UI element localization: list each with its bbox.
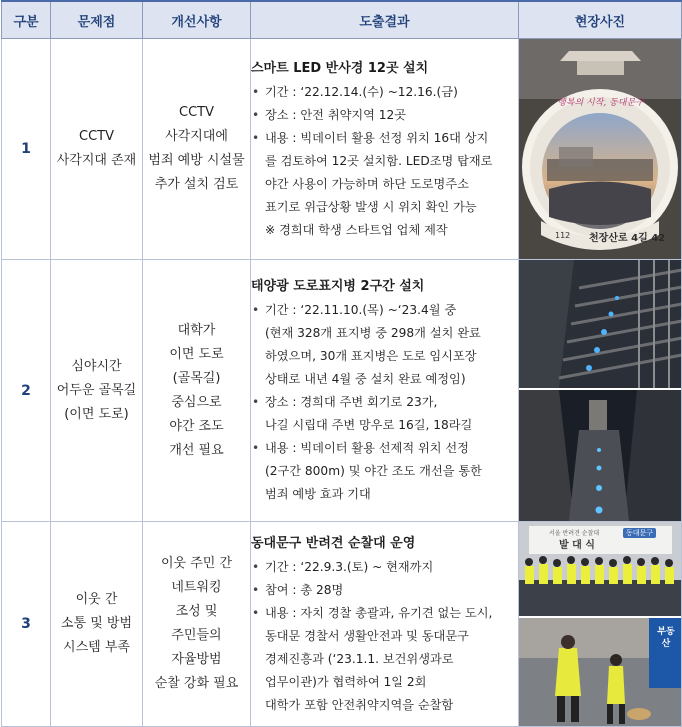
ceremony-illustration — [519, 522, 681, 616]
patrol-ceremony-photo — [519, 522, 681, 616]
list-item — [251, 391, 518, 437]
list-item — [251, 127, 518, 242]
item-text: 표기로 위급상황 발생 시 위치 확인 가능 — [265, 199, 477, 214]
list-item — [251, 104, 518, 127]
item-text: 업무이관)가 협력하여 1일 2회 — [265, 674, 427, 689]
header-row — [2, 1, 682, 39]
item-text: ※ 경희대 학생 스타트업 업체 제작 — [265, 222, 448, 237]
photo-cell — [519, 260, 682, 522]
item-text: 하였으며, 30개 표지병은 도로 임시포장 — [265, 349, 477, 363]
improvement-line: 자율방범 — [171, 652, 222, 667]
item-text: (2구간 800m) 및 야간 조도 개선을 통한 — [265, 464, 482, 478]
photo-cell — [519, 39, 682, 260]
improvement-line: 추가 설치 검토 — [154, 177, 239, 192]
result-list — [251, 556, 518, 717]
improvement-line: 야간 조도 — [169, 418, 224, 434]
improvement-line: 이면 도로 — [169, 346, 224, 362]
table-row — [2, 260, 682, 522]
item-text: • 내용 : 자치 경찰 총괄과, 유기견 없는 도시, — [265, 605, 493, 620]
stairs-illustration — [519, 260, 681, 388]
result-title: 태양광 도로표지병 2구간 설치 — [251, 279, 425, 294]
list-item — [251, 556, 518, 579]
result-list — [251, 81, 518, 242]
list-item — [251, 579, 518, 602]
result-title: 동대문구 반려견 순찰대 운영 — [251, 535, 416, 551]
item-text: (현재 328개 표지병 중 298개 설치 완료 — [265, 326, 481, 340]
improvement-line: 사각지대에 — [165, 129, 228, 144]
problem-cell — [51, 260, 143, 522]
improvement-line: (골목길) — [172, 370, 221, 386]
improvement-line: 조성 및 — [175, 604, 218, 619]
stairs-photo — [519, 260, 681, 388]
item-text: 경제진흥과 (‘23.1.1. 보건위생과로 — [265, 651, 454, 666]
banner-line1: 서울 반려견 순찰대 — [549, 530, 600, 537]
improvement-line: 중심으로 — [171, 394, 222, 410]
row-number: 2 — [2, 260, 51, 522]
problem-line: (이면 도로) — [64, 406, 129, 422]
item-text: 를 검토하여 12곳 설치함. LED조명 탑재로 — [265, 153, 493, 168]
improvement-line: 개선 필요 — [169, 442, 224, 458]
item-text: • 장소 : 안전 취약지역 12곳 — [265, 107, 407, 122]
result-cell — [251, 260, 519, 522]
improvement-line: 범죄 예방 시설물 — [148, 153, 245, 168]
problem-line: 이웃 간 — [75, 592, 118, 607]
mirror-illustration — [519, 39, 681, 259]
problem-cell — [51, 522, 143, 727]
header-problem: 문제점 — [51, 1, 143, 39]
item-text: 동대문 경찰서 생활안전과 및 동대문구 — [265, 628, 469, 643]
improvement-cell — [143, 522, 251, 727]
item-text: • 참여 : 총 28명 — [265, 582, 344, 597]
result-cell — [251, 522, 519, 727]
report-table — [1, 0, 682, 727]
improvement-line: 이웃 주민 간 — [160, 556, 233, 571]
mirror-top-text: 행복의 시작, 동대문구 — [557, 98, 644, 108]
mirror-address-label: 천장산로 4길 42 — [589, 233, 666, 244]
header-improvement: 개선사항 — [143, 1, 251, 39]
item-text: • 내용 : 빅데이터 활용 선정 위치 16대 상지 — [265, 130, 489, 145]
table-row — [2, 522, 682, 727]
row-number: 1 — [2, 39, 51, 260]
item-text: 상태로 내년 4월 중 설치 완료 예정임) — [265, 372, 466, 386]
improvement-cell — [143, 39, 251, 260]
problem-line: 소통 및 방범 — [60, 616, 133, 631]
problem-line: 심야시간 — [71, 358, 122, 374]
header-category: 구분 — [2, 1, 51, 39]
banner-line2: 발 대 식 — [559, 540, 595, 551]
problem-line: 어두운 골목길 — [56, 382, 137, 398]
table-row — [2, 39, 682, 260]
problem-line: 시스템 부족 — [63, 640, 130, 655]
item-text: 범죄 예방 효과 기대 — [265, 487, 371, 501]
mirror-photo — [519, 39, 681, 259]
mirror-phone-label: 112 — [555, 231, 571, 240]
improvement-cell — [143, 260, 251, 522]
store-sign: 부동산 — [657, 627, 675, 649]
list-item — [251, 81, 518, 104]
list-item — [251, 437, 518, 506]
header-photo: 현장사진 — [519, 1, 682, 39]
photo-cell — [519, 522, 682, 727]
item-text: 나길 시립대 주변 망우로 16길, 18라길 — [265, 418, 473, 432]
item-text: • 기간 : ‘22.11.10.(목) ~‘23.4월 중 — [265, 303, 457, 317]
alley-illustration — [519, 390, 681, 521]
item-text: 대학가 포함 안전취약지역을 순찰함 — [265, 697, 454, 712]
header-result: 도출결과 — [251, 1, 519, 39]
improvement-line: 주민들의 — [171, 628, 222, 643]
improvement-line: 대학가 — [177, 322, 216, 338]
improvement-line: CCTV — [179, 105, 214, 120]
result-cell — [251, 39, 519, 260]
result-title: 스마트 LED 반사경 12곳 설치 — [251, 60, 429, 76]
improvement-line: 순찰 강화 필요 — [154, 676, 239, 691]
dog-walk-photo — [519, 616, 681, 726]
result-list — [251, 299, 518, 506]
item-text: • 장소 : 경희대 주변 회기로 23가, — [265, 395, 438, 409]
alley-photo — [519, 388, 681, 521]
problem-cell — [51, 39, 143, 260]
problem-line: 사각지대 존재 — [56, 153, 137, 168]
list-item — [251, 602, 518, 717]
banner-tag: 동대문구 — [623, 528, 656, 538]
item-text: 야간 사용이 가능하며 하단 도로명주소 — [265, 176, 469, 191]
item-text: • 기간 : ‘22.9.3.(토) ~ 현재까지 — [265, 559, 434, 574]
problem-line: CCTV — [79, 129, 114, 144]
item-text: • 기간 : ‘22.12.14.(수) ~12.16.(금) — [265, 84, 458, 99]
item-text: • 내용 : 빅데이터 활용 선제적 위치 선정 — [265, 441, 469, 455]
row-number: 3 — [2, 522, 51, 727]
list-item — [251, 299, 518, 391]
improvement-line: 네트워킹 — [171, 580, 222, 595]
